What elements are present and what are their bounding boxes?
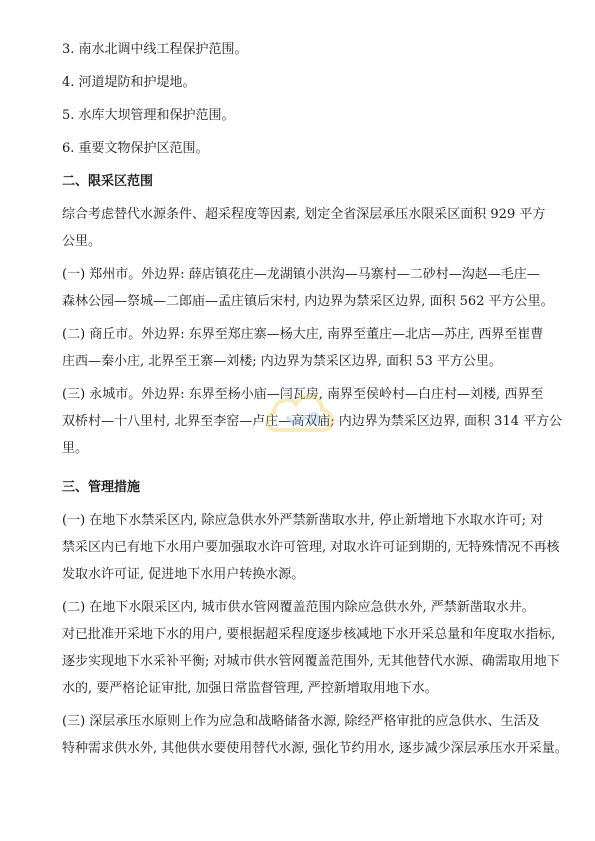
paragraph-line: 里。	[62, 441, 89, 456]
list-item-4: 4. 河道堤防和护堤地。	[62, 75, 196, 90]
list-item-3: 3. 南水北调中线工程保护范围。	[62, 42, 248, 57]
paragraph-line: 综合考虑替代水源条件、超采程度等因素, 划定全省深层承压水限采区面积 929 平方	[62, 207, 546, 222]
paragraph-line: 水的, 要严格论证审批, 加强日常监督管理, 严控新增取用地下水。	[62, 681, 438, 696]
paragraph-line: 逐步实现地下水采补平衡; 对城市供水管网覆盖范围外, 无其他替代水源、确需取用地下	[62, 654, 560, 669]
section-heading-restricted-area: 二、限采区范围	[62, 174, 154, 189]
paragraph-line: (一) 在地下水禁采区内, 除应急供水外严禁新凿取水井, 停止新增地下水取水许可; 对	[62, 513, 544, 528]
paragraph-line: 双桥村—十八里村, 北界至李窑—卢庄—高双庙; 内边界为禁采区边界, 面积 314 平方公	[62, 414, 563, 429]
paragraph-line: 公里。	[62, 234, 102, 249]
cloud-logo-icon	[258, 372, 348, 462]
paragraph-line: 森林公园—祭城—二郎庙—孟庄镇后宋村, 内边界为禁采区边界, 面积 562 平方公里。	[62, 294, 554, 309]
paragraph-line: (三) 深层承压水原则上作为应急和战略储备水源, 除经严格审批的应急供水、生活及	[62, 714, 540, 729]
paragraph-line: 对已批准开采地下水的用户, 要根据超采程度逐步核减地下水开采总量和年度取水指标,	[62, 627, 556, 642]
paragraph-line: 发取水许可证, 促进地下水用户转换水源。	[62, 567, 305, 582]
list-item-6: 6. 重要文物保护区范围。	[62, 141, 209, 156]
paragraph-line: 特种需求供水外, 其他供水要使用替代水源, 强化节约用水, 逐步减少深层承压水开采量。	[62, 741, 568, 756]
section-heading-management: 三、管理措施	[62, 480, 141, 495]
paragraph-line: (三) 永城市。外边界: 东界至杨小庙—闫瓦房, 南界至侯岭村—白庄村—刘楼, 西界至	[62, 387, 544, 402]
paragraph-line: (二) 在地下水限采区内, 城市供水管网覆盖范围内除应急供水外, 严禁新凿取水井。	[62, 600, 535, 615]
paragraph-line: 禁采区内已有地下水用户要加强取水许可管理, 对取水许可证到期的, 无特殊情况不再核	[62, 540, 560, 555]
list-item-5: 5. 水库大坝管理和保护范围。	[62, 108, 235, 123]
paragraph-line: 庄西—秦小庄, 北界至王寨—刘楼; 内边界为禁采区边界, 面积 53 平方公里。	[62, 354, 502, 369]
paragraph-line: (二) 商丘市。外边界: 东界至郑庄寨—杨大庄, 南界至董庄—北店—苏庄, 西界至崔曹	[62, 327, 544, 342]
paragraph-line: (一) 郑州市。外边界: 薛店镇花庄—龙湖镇小洪沟—马寨村—二砂村—沟赵—毛庄—	[62, 267, 540, 282]
